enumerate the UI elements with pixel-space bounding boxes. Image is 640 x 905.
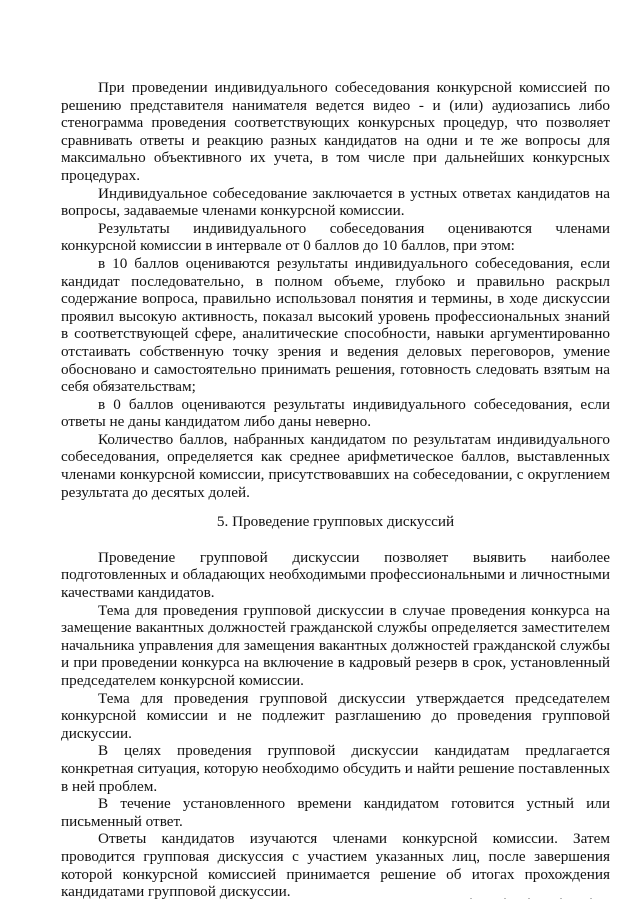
paragraph-interview-definition: Индивидуальное собеседование заключается в устных ответах кандидатов на вопросы, задаваемые членами конкурсной комиссии. xyxy=(61,184,610,220)
paragraph-scoring-range: Результаты индивидуального собеседования оцениваются членами конкурсной комиссии в интервале от 0 баллов до 10 баллов, при этом: xyxy=(61,219,610,255)
paragraph-topic-approval: Тема для проведения групповой дискуссии утверждается председателем конкурсной комиссии и не подлежит разглашению до проведения групповой дискуссии. xyxy=(61,689,610,742)
document-body xyxy=(61,79,610,901)
section-heading: 5. Проведение групповых дискуссий xyxy=(216,513,455,531)
paragraph-situation: В целях проведения групповой дискуссии кандидатам предлагается конкретная ситуация, которую необходимо обсудить и найти решение поставленных в ней проблем. xyxy=(61,742,610,795)
paragraph-video-recording: При проведении индивидуального собеседования конкурсной комиссией по решению представителя нанимателя ведется видео - и (или) аудиозапись либо стенограмма проведения соответствующих конкурсных процедур, что позволяет сравнивать ответы и реакцию разных кандидатов на одни и те же вопросы для максимально объективного их учета, в том числе при дальнейших конкурсных процедурах. xyxy=(61,79,610,184)
paragraph-answers-review: Ответы кандидатов изучаются членами конкурсной комиссии. Затем проводится групповая дискуссия с участием указанных лиц, после завершения которой конкурсной комиссией принимается решение об итогах прохождения кандидатами групповой дискуссии. xyxy=(61,830,610,901)
paragraph-answer-preparation: В течение установленного времени кандидатом готовится устный или письменный ответ. xyxy=(61,795,610,830)
paragraph-discussion-purpose: Проведение групповой дискуссии позволяет выявить наиболее подготовленных и обладающих необходимыми профессиональными и личностными качествами кандидатов. xyxy=(61,548,610,602)
scan-specks xyxy=(470,897,610,901)
paragraph-score-10: в 10 баллов оцениваются результаты индивидуального собеседования, если кандидат последовательно, в полном объеме, глубоко и правильно раскрыл содержание вопроса, правильно использовал понятия и термины, в ходе дискуссии проявил высокую активность, показал высокий уровень профессиональных знаний в соответствующей сфере, аналитические способности, навыки аргументированно отстаивать собственную точку зрения и ведения деловых переговоров, умение обосновано и самостоятельно принимать решения, готовность следовать взятым на себя обязательствам; xyxy=(61,254,610,396)
paragraph-discussion-topic: Тема для проведения групповой дискуссии в случае проведения конкурса на замещение вакантных должностей гражданской службы определяется заместителем начальника управления для замещения вакантных должностей гражданской службы и при проведении конкурса на включение в кадровый резерв в срок, установленный председателем конкурсной комиссии. xyxy=(61,601,610,689)
paragraph-score-0: в 0 баллов оцениваются результаты индивидуального собеседования, если ответы не даны кандидатом либо даны неверно. xyxy=(61,395,610,431)
paragraph-score-average: Количество баллов, набранных кандидатом по результатам индивидуального собеседования, определяется как среднее арифметическое баллов, выставленных членами конкурсной комиссии, присутствовавших на собеседовании, с округлением результата до десятых долей. xyxy=(61,430,610,501)
